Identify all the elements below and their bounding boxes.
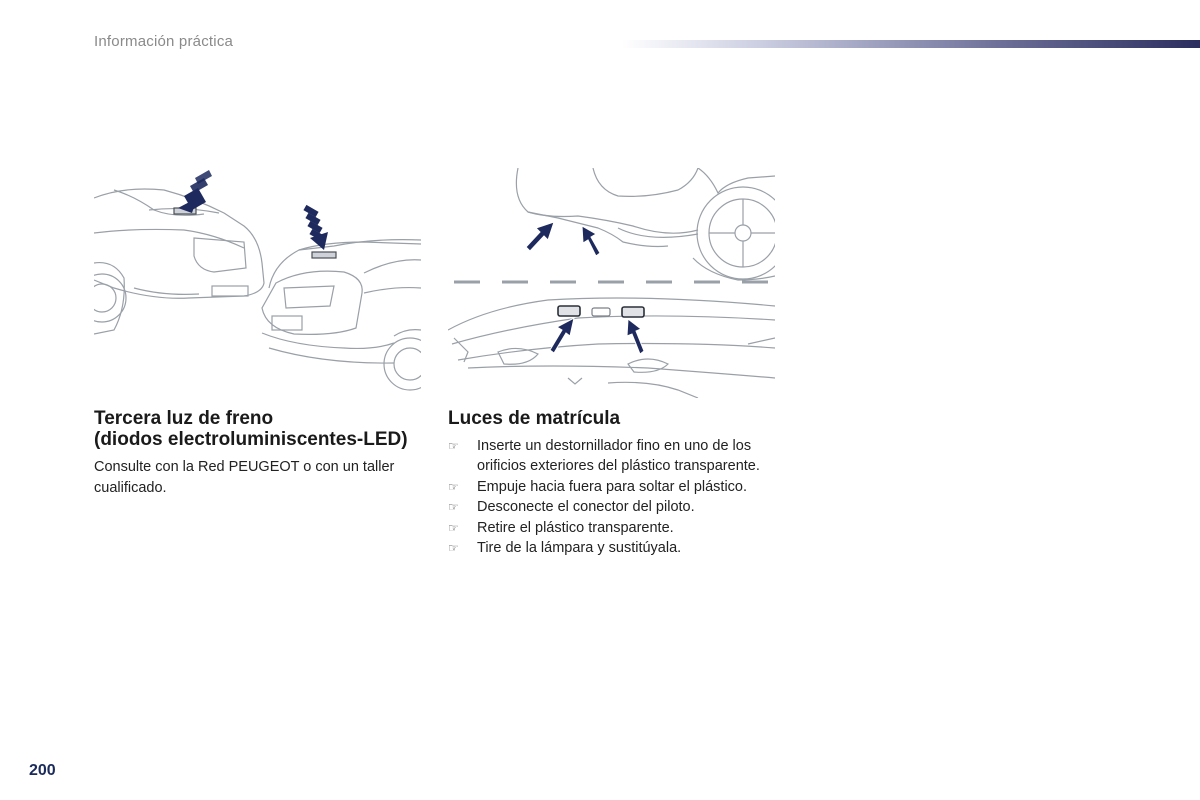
list-item: ☞ Tire de la lámpara y sustitúyala.	[448, 538, 788, 558]
list-item: ☞ Inserte un destornillador fino en uno de los orificios exteriores del plástico transparente.	[448, 438, 760, 475]
pointing-hand-icon: ☞	[448, 520, 459, 535]
third-brake-light-illustration	[94, 168, 421, 398]
arrow-icon	[303, 205, 328, 250]
list-item: ☞ Desconecte el conector del piloto.	[448, 497, 788, 517]
bumper-and-wheel-drawing	[516, 168, 775, 280]
header-decoration-bar	[622, 40, 1200, 48]
tailgate-underside-drawing	[448, 298, 775, 398]
sw-brake-light-highlight	[312, 252, 336, 258]
arrow-icon	[178, 170, 212, 213]
license-plate-lights-section	[448, 408, 788, 558]
station-wagon-rear-drawing	[262, 240, 421, 390]
page-number: 200	[29, 762, 56, 779]
section-title	[94, 408, 434, 450]
list-item: ☞ Empuje hacia fuera para soltar el plástico.	[448, 477, 788, 497]
pointing-hand-icon: ☞	[448, 541, 459, 556]
arrow-icon	[526, 222, 554, 251]
arrow-icon	[582, 226, 600, 256]
steps-list	[448, 436, 788, 558]
pointing-hand-icon: ☞	[448, 439, 459, 453]
plate-light-right	[622, 307, 644, 317]
third-brake-light-section	[94, 408, 434, 498]
plate-light-left	[558, 306, 580, 316]
license-plate-lights-illustration	[448, 168, 775, 398]
section-body: Consulte con la Red PEUGEOT o con un taller cualificado.	[94, 459, 395, 496]
section-title: Luces de matrícula	[448, 408, 621, 429]
list-item: ☞ Retire el plástico transparente.	[448, 518, 788, 538]
pointing-hand-icon: ☞	[448, 479, 459, 494]
title-line-1: Tercera luz de freno	[94, 408, 274, 429]
section-label: Información práctica	[94, 33, 234, 50]
arrow-icon	[550, 318, 574, 353]
title-line-2: (diodos electroluminiscentes-LED)	[94, 429, 408, 450]
arrow-icon	[627, 319, 644, 354]
pointing-hand-icon: ☞	[448, 500, 459, 515]
